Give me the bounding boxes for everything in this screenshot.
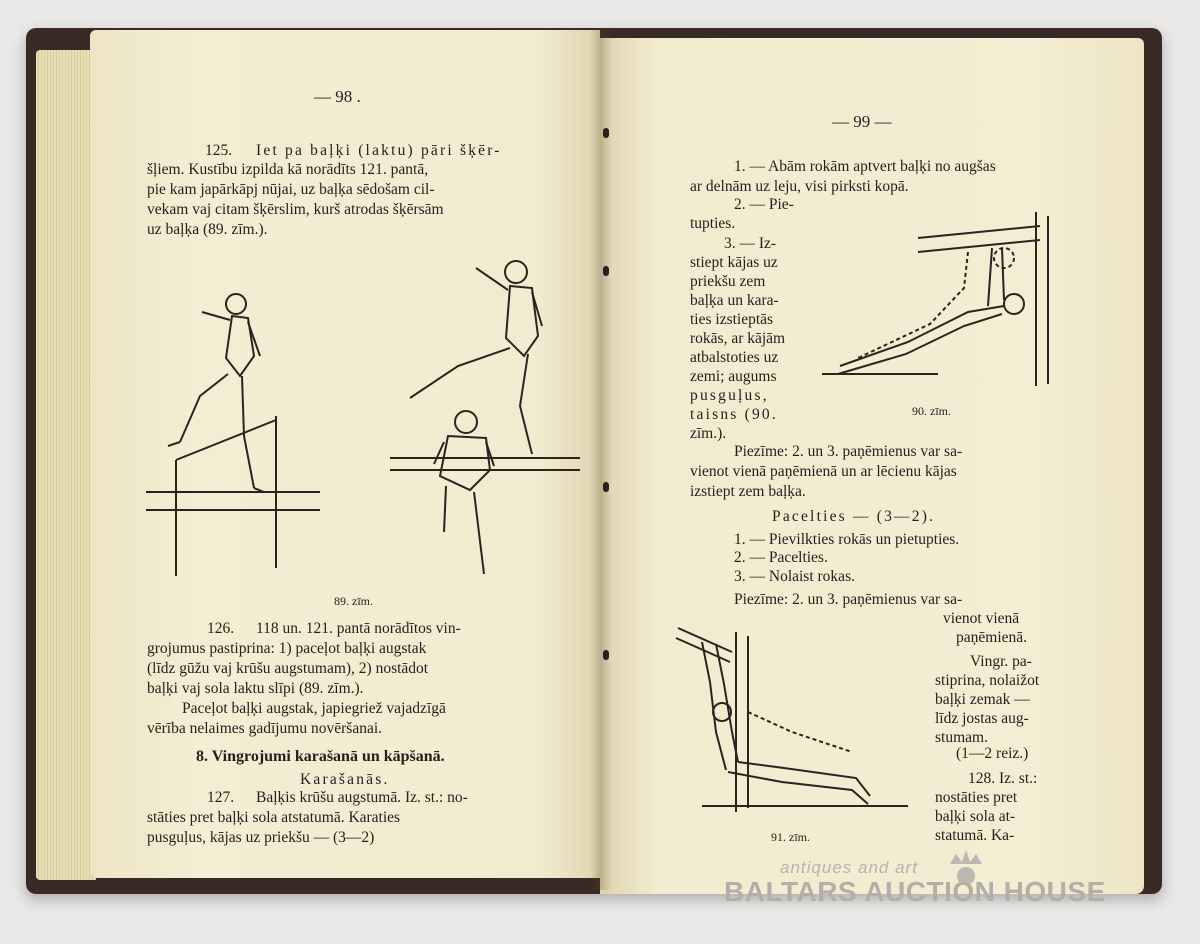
list-item: 2. — Pacelties. [734,549,828,566]
watermark-name: BALTARS AUCTION HOUSE [724,876,1106,907]
narrow-column-line: taisns (90. [690,406,778,423]
paragraph-127-line: Baļķis krūšu augstumā. Iz. st.: no- [256,789,468,806]
right-column-line: nostāties pret [935,789,1018,806]
paragraph-126-number: 126. [207,620,235,637]
paragraph-127-line: pusguļus, kājas uz priekšu — (3—2) [147,829,375,846]
figure-91-illustration [672,622,912,818]
figure-89-caption: 89. zīm. [334,594,373,608]
right-column-line: stumam. [935,729,988,746]
figure-91-caption: 91. zīm. [771,830,810,844]
narrow-column-line: baļķa un kara- [690,292,779,309]
paragraph-126-line: grojumus pastiprina: 1) paceļot baļķi augstak [147,640,427,657]
watermark-tagline: antiques and art [780,858,918,877]
right-column-line: 128. Iz. st.: [968,770,1038,787]
narrow-column-line: stiept kājas uz [690,254,778,271]
note-line: izstiept zem baļķa. [690,483,806,500]
page-number-left: — 98 . [314,87,361,106]
narrow-column-line: priekšu zem [690,273,766,290]
paragraph-125-line: uz baļķa (89. zīm.). [147,221,268,238]
paragraph-125-line: Iet pa baļķi (laktu) pāri šķēr- [256,142,502,159]
section-heading: 8. Vingrojumi karašanā un kāpšanā. [196,748,445,765]
right-column-line: vienot vienā [943,610,1020,627]
narrow-column-line: pusguļus, [690,387,769,404]
binding-stitch [603,482,609,492]
narrow-column-line: rokās, ar kājām [690,330,786,347]
note-line: Piezīme: 2. un 3. paņēmienus var sa- [734,443,963,460]
right-column-line: (1—2 reiz.) [956,745,1029,762]
binding-stitch [603,128,609,138]
paragraph-126-line: vērība nelaimes gadījumu novēršanai. [147,720,383,737]
right-column-line: paņēmienā. [956,629,1028,646]
narrow-column-line: zīm.). [690,425,727,442]
paragraph-126-line: baļķi vaj sola laktu slīpi (89. zīm.). [147,680,364,697]
figure-90-illustration [818,208,1058,394]
narrow-column-line: ties izstieptās [690,311,774,328]
narrow-column-line: zemi; augums [690,368,777,385]
narrow-column-line: 3. — Iz- [724,235,777,252]
list-item: 3. — Nolaist rokas. [734,568,855,585]
paragraph-125-line: pie kam japārkāpj nūjai, uz baļķa sēdošam cil- [147,181,435,198]
note-line: Piezīme: 2. un 3. paņēmienus var sa- [734,591,963,608]
figure-89-illustration [140,256,590,586]
paragraph-125-line: vekam vaj citam šķērslim, kurš atrodas šķērsām [147,201,444,218]
page-number-right: — 99 — [832,112,892,131]
page-edges [36,50,96,880]
right-column-line: līdz jostas aug- [935,710,1029,727]
paragraph-125-number: 125. [205,142,233,159]
instruction-line: ar delnām uz leju, visi pirksti kopā. [690,178,909,195]
right-column-line: Vingr. pa- [970,653,1032,670]
paragraph-125-line: šļiem. Kustību izpilda kā norādīts 121. pantā, [147,161,429,178]
binding-stitch [603,266,609,276]
list-item: 1. — Pievilkties rokās un pietupties. [734,531,960,548]
paragraph-126-line: (līdz gūžu vaj krūšu augstumam), 2) nostādot [147,660,429,677]
right-column-line: statumā. Ka- [935,827,1015,844]
paragraph-127-line: stāties pret baļķi sola atstatumā. Karaties [147,809,401,826]
right-column-line: baļķi zemak — [935,691,1030,708]
narrow-column-line: 2. — Pie- [734,196,794,213]
book-gutter [590,30,612,890]
paragraph-126-line: Paceļot baļķi augstak, japiegriež vajadzīgā [182,700,446,717]
narrow-column-line: atbalstoties uz [690,349,779,366]
figure-90-caption: 90. zīm. [912,404,951,418]
subheading-karasanas: Karašanās. [300,771,390,788]
instruction-line: 1. — Abām rokām aptvert baļķi no augšas [734,158,996,175]
paragraph-127-number: 127. [207,789,235,806]
right-column-line: baļķi sola at- [935,808,1016,825]
note-line: vienot vienā paņēmienā un ar lēcienu kājas [690,463,957,480]
subheading-pacelties: Pacelties — (3—2). [772,508,936,525]
paragraph-126-line: 118 un. 121. pantā norādītos vin- [256,620,461,637]
right-column-line: stiprina, nolaižot [935,672,1040,689]
binding-stitch [603,650,609,660]
narrow-column-line: tupties. [690,215,736,232]
